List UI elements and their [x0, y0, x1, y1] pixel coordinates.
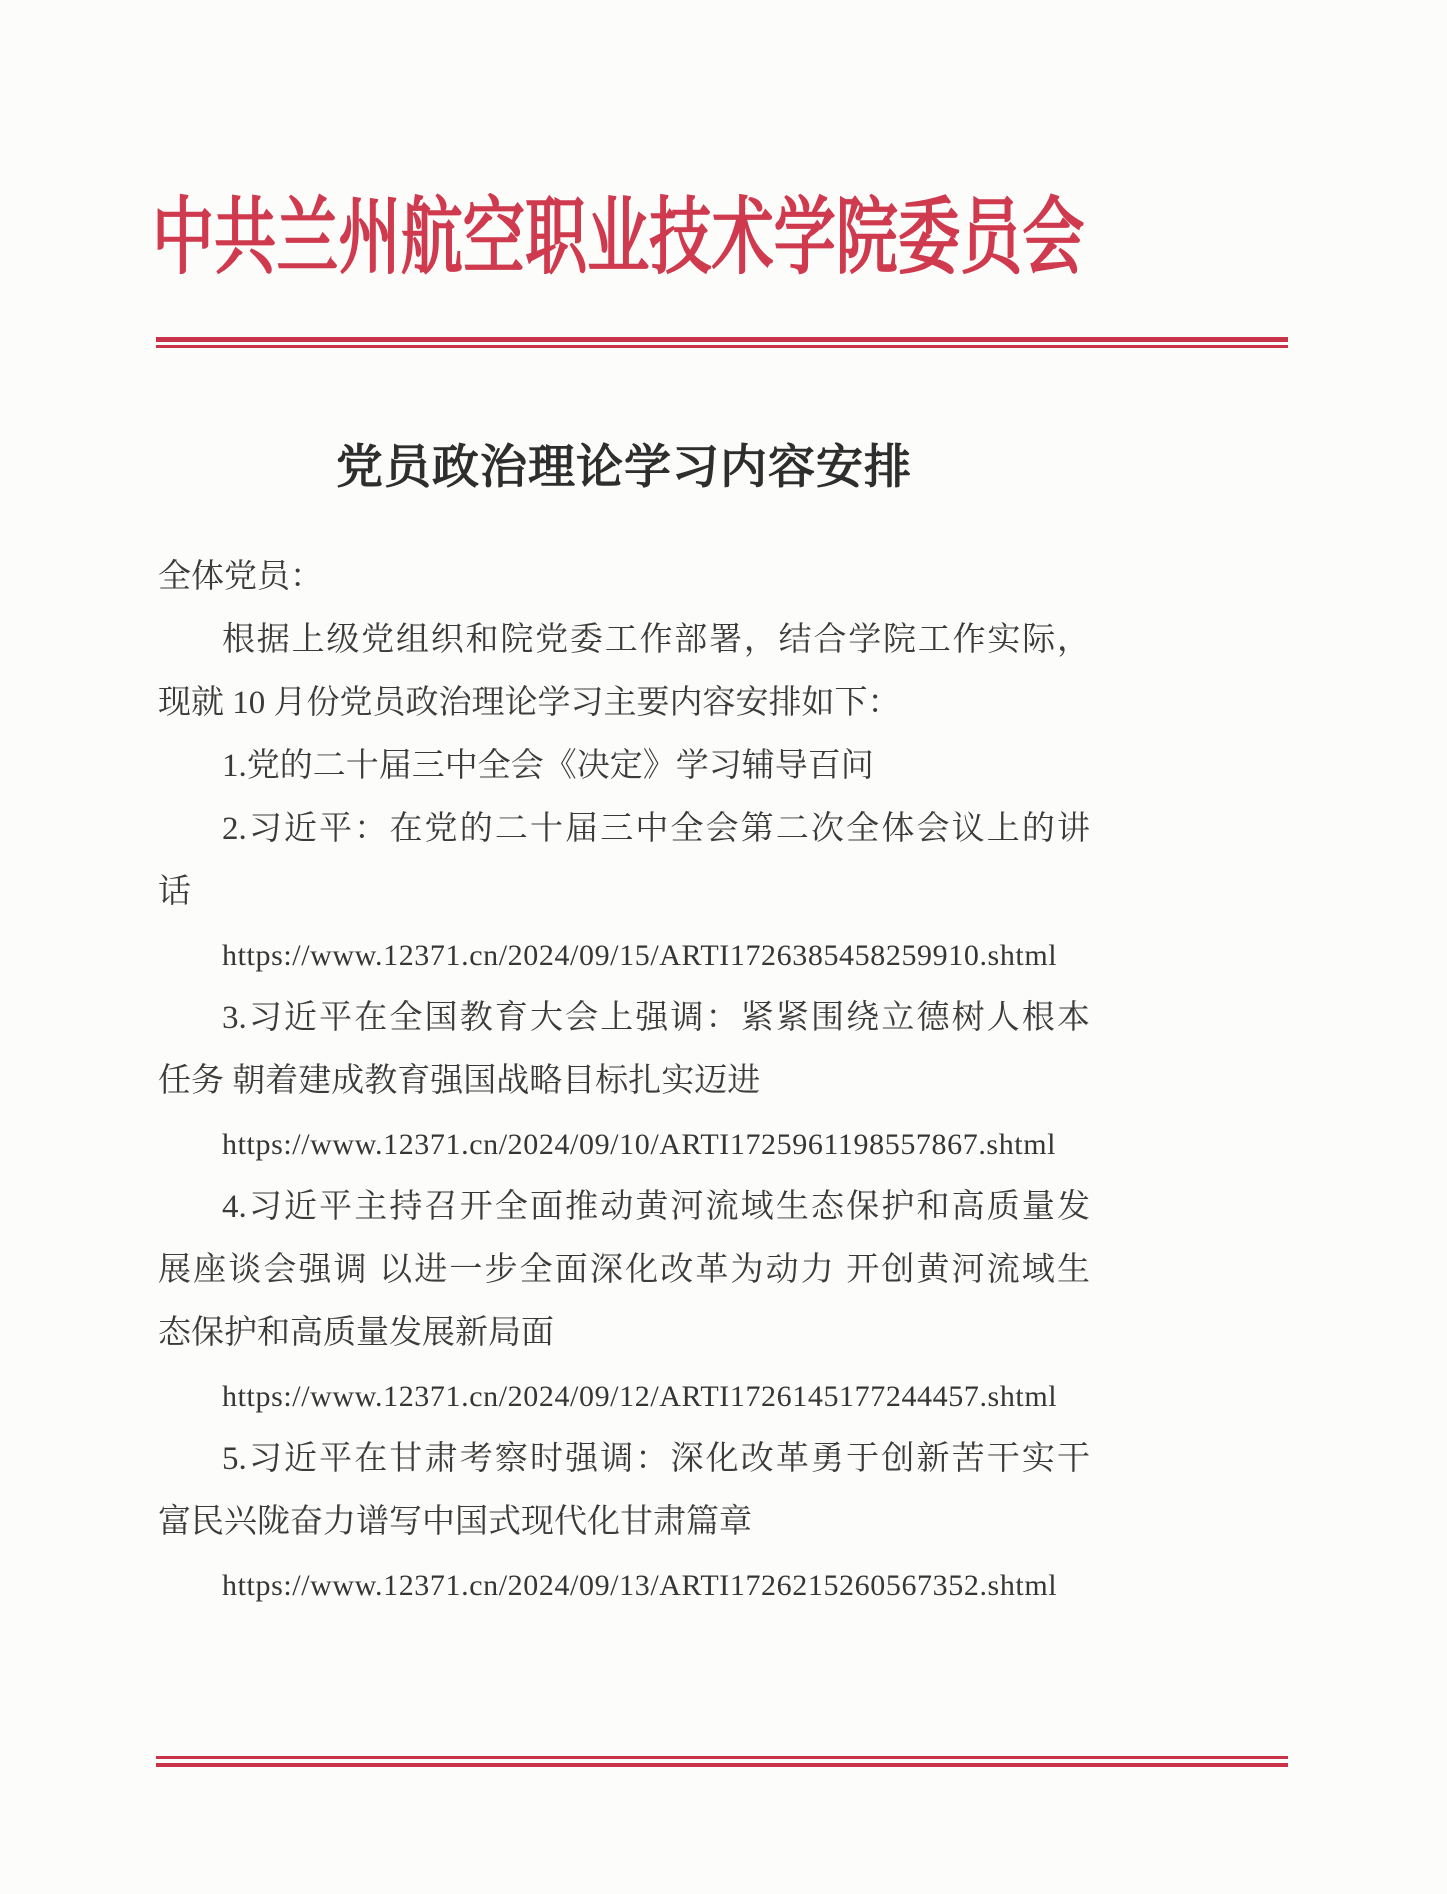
body-line-item-5-cont: 富民兴陇奋力谱写中国式现代化甘肃篇章: [158, 1504, 752, 1540]
body-line-item-5: 5.习近平在甘肃考察时强调：深化改革勇于创新苦干实干: [222, 1441, 1090, 1477]
body-line-salutation: 全体党员：: [158, 559, 323, 595]
letterhead-divider: [156, 337, 1288, 348]
body-line-item-4-cont1: 展座谈会强调 以进一步全面深化改革为动力 开创黄河流域生: [158, 1252, 1090, 1288]
body-line-intro-cont: 现就 10 月份党员政治理论学习主要内容安排如下：: [158, 685, 901, 721]
body-line-item-3-cont: 任务 朝着建成教育强国战略目标扎实迈进: [158, 1063, 761, 1099]
footer-divider: [156, 1756, 1288, 1767]
divider-thin-line: [156, 345, 1288, 348]
url-line-item-3: https://www.12371.cn/2024/09/10/ARTI1725961198557867.shtml: [222, 1128, 1057, 1161]
body-line-item-4: 4.习近平主持召开全面推动黄河流域生态保护和高质量发: [222, 1189, 1090, 1225]
body-line-item-2-cont: 话: [158, 874, 191, 910]
url-line-item-2: https://www.12371.cn/2024/09/15/ARTI1726385458259910.shtml: [222, 939, 1058, 972]
url-line-item-4: https://www.12371.cn/2024/09/12/ARTI1726145177244457.shtml: [222, 1380, 1058, 1413]
divider-thin-line: [156, 1763, 1288, 1767]
body-line-item-1: 1.党的二十届三中全会《决定》学习辅导百问: [222, 748, 874, 784]
body-line-intro: 根据上级党组织和院党委工作部署，结合学院工作实际，: [222, 622, 1090, 658]
document-body: [158, 546, 1090, 1617]
body-line-item-2: 2.习近平：在党的二十届三中全会第二次全体会议上的讲: [222, 811, 1090, 847]
document-title: 党员政治理论学习内容安排: [336, 442, 912, 494]
letterhead-org-name: 中共兰州航空职业技术学院委员会: [152, 192, 1085, 285]
url-line-item-5: https://www.12371.cn/2024/09/13/ARTI1726215260567352.shtml: [222, 1569, 1058, 1602]
body-line-item-4-cont2: 态保护和高质量发展新局面: [158, 1315, 554, 1351]
body-line-item-3: 3.习近平在全国教育大会上强调：紧紧围绕立德树人根本: [222, 1000, 1090, 1036]
